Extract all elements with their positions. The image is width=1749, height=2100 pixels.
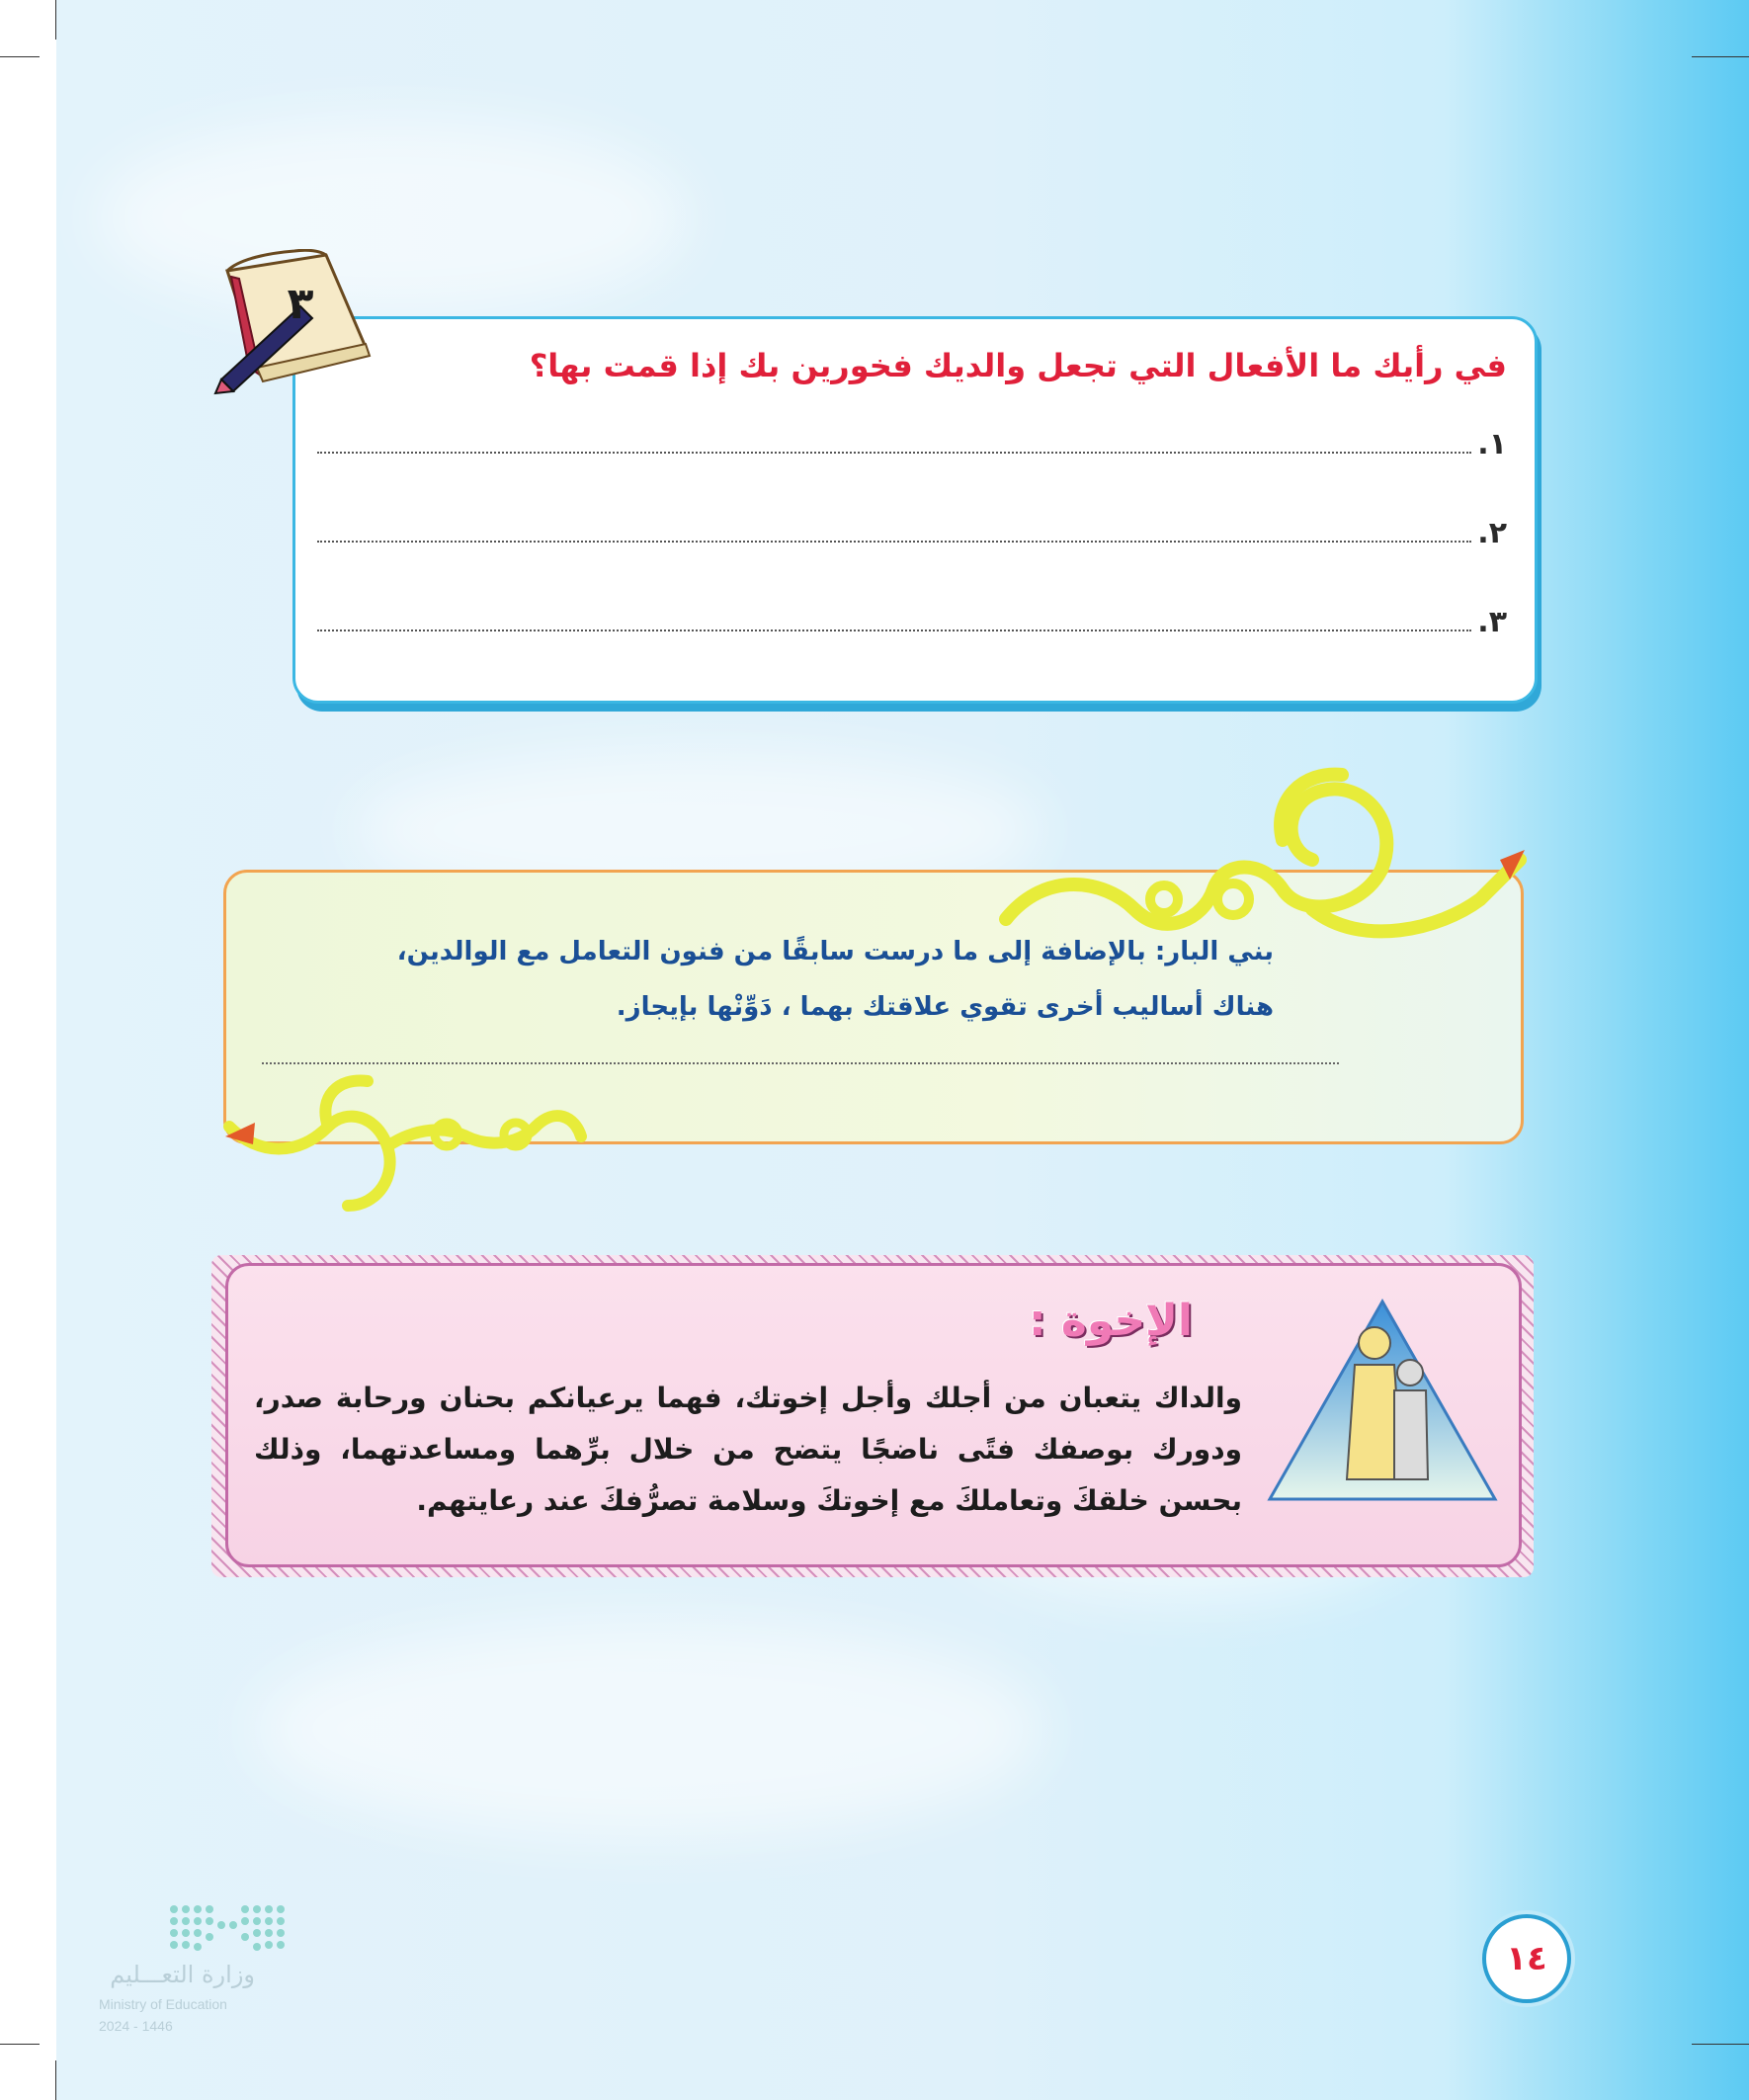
answer-dots: [317, 606, 1471, 631]
brotherhood-box: [225, 1263, 1522, 1567]
crop-mark: [0, 2044, 40, 2045]
crop-mark: [1692, 2044, 1749, 2045]
brotherhood-body: والداك يتعبان من أجلك وأجل إخوتك، فهما يرعيانكم بحنان ورحابة صدر، ودورك بوصفك فتًى ناضجًا يتضح من خلال برِّهما ومساعدتهما، وذلك بحسن خلقكَ وتعاملكَ مع إخوتكَ وسلامة تصرُّفكَ عند رعايتهم.: [254, 1382, 1242, 1517]
answer-line-2[interactable]: [317, 507, 1507, 550]
answer-dots: [317, 517, 1471, 543]
ministry-name-en: Ministry of Education: [99, 1996, 227, 2012]
activity-question: في رأيك ما الأفعال التي تجعل والديك فخورين بك إذا قمت بها؟: [529, 347, 1507, 384]
answer-number: ٢.: [1477, 516, 1507, 550]
notepad-pencil-icon: [209, 249, 377, 397]
brotherhood-title: الإخوة :: [1028, 1296, 1193, 1346]
ornament-icon: [986, 751, 1532, 988]
answer-number: ٣.: [1477, 605, 1507, 639]
answer-line-3[interactable]: [317, 596, 1507, 639]
ornament-icon: [219, 1067, 591, 1225]
activity-number: ٣: [287, 279, 314, 329]
son-note-line-2: هناك أساليب أخرى تقوي علاقتك بهما ، دَوِّنْها بإيجاز.: [616, 992, 1274, 1022]
ministry-year: 2024 - 1446: [99, 2018, 173, 2034]
son-answer-line[interactable]: [262, 1062, 1339, 1064]
answer-number: ١.: [1477, 427, 1507, 462]
son-note-line-1: بني البار: بالإضافة إلى ما درست سابقًا من فنون التعامل مع الوالدين،: [396, 937, 1274, 966]
answer-dots: [317, 428, 1471, 454]
crop-mark: [1692, 56, 1749, 57]
family-triangle-icon: [1264, 1296, 1501, 1507]
answer-line-1[interactable]: [317, 418, 1507, 462]
activity-box: [292, 316, 1538, 704]
ministry-name-ar: وزارة التعـــليم: [110, 1961, 255, 1988]
crop-mark: [0, 56, 40, 57]
page-number: ١٤: [1482, 1914, 1571, 2003]
